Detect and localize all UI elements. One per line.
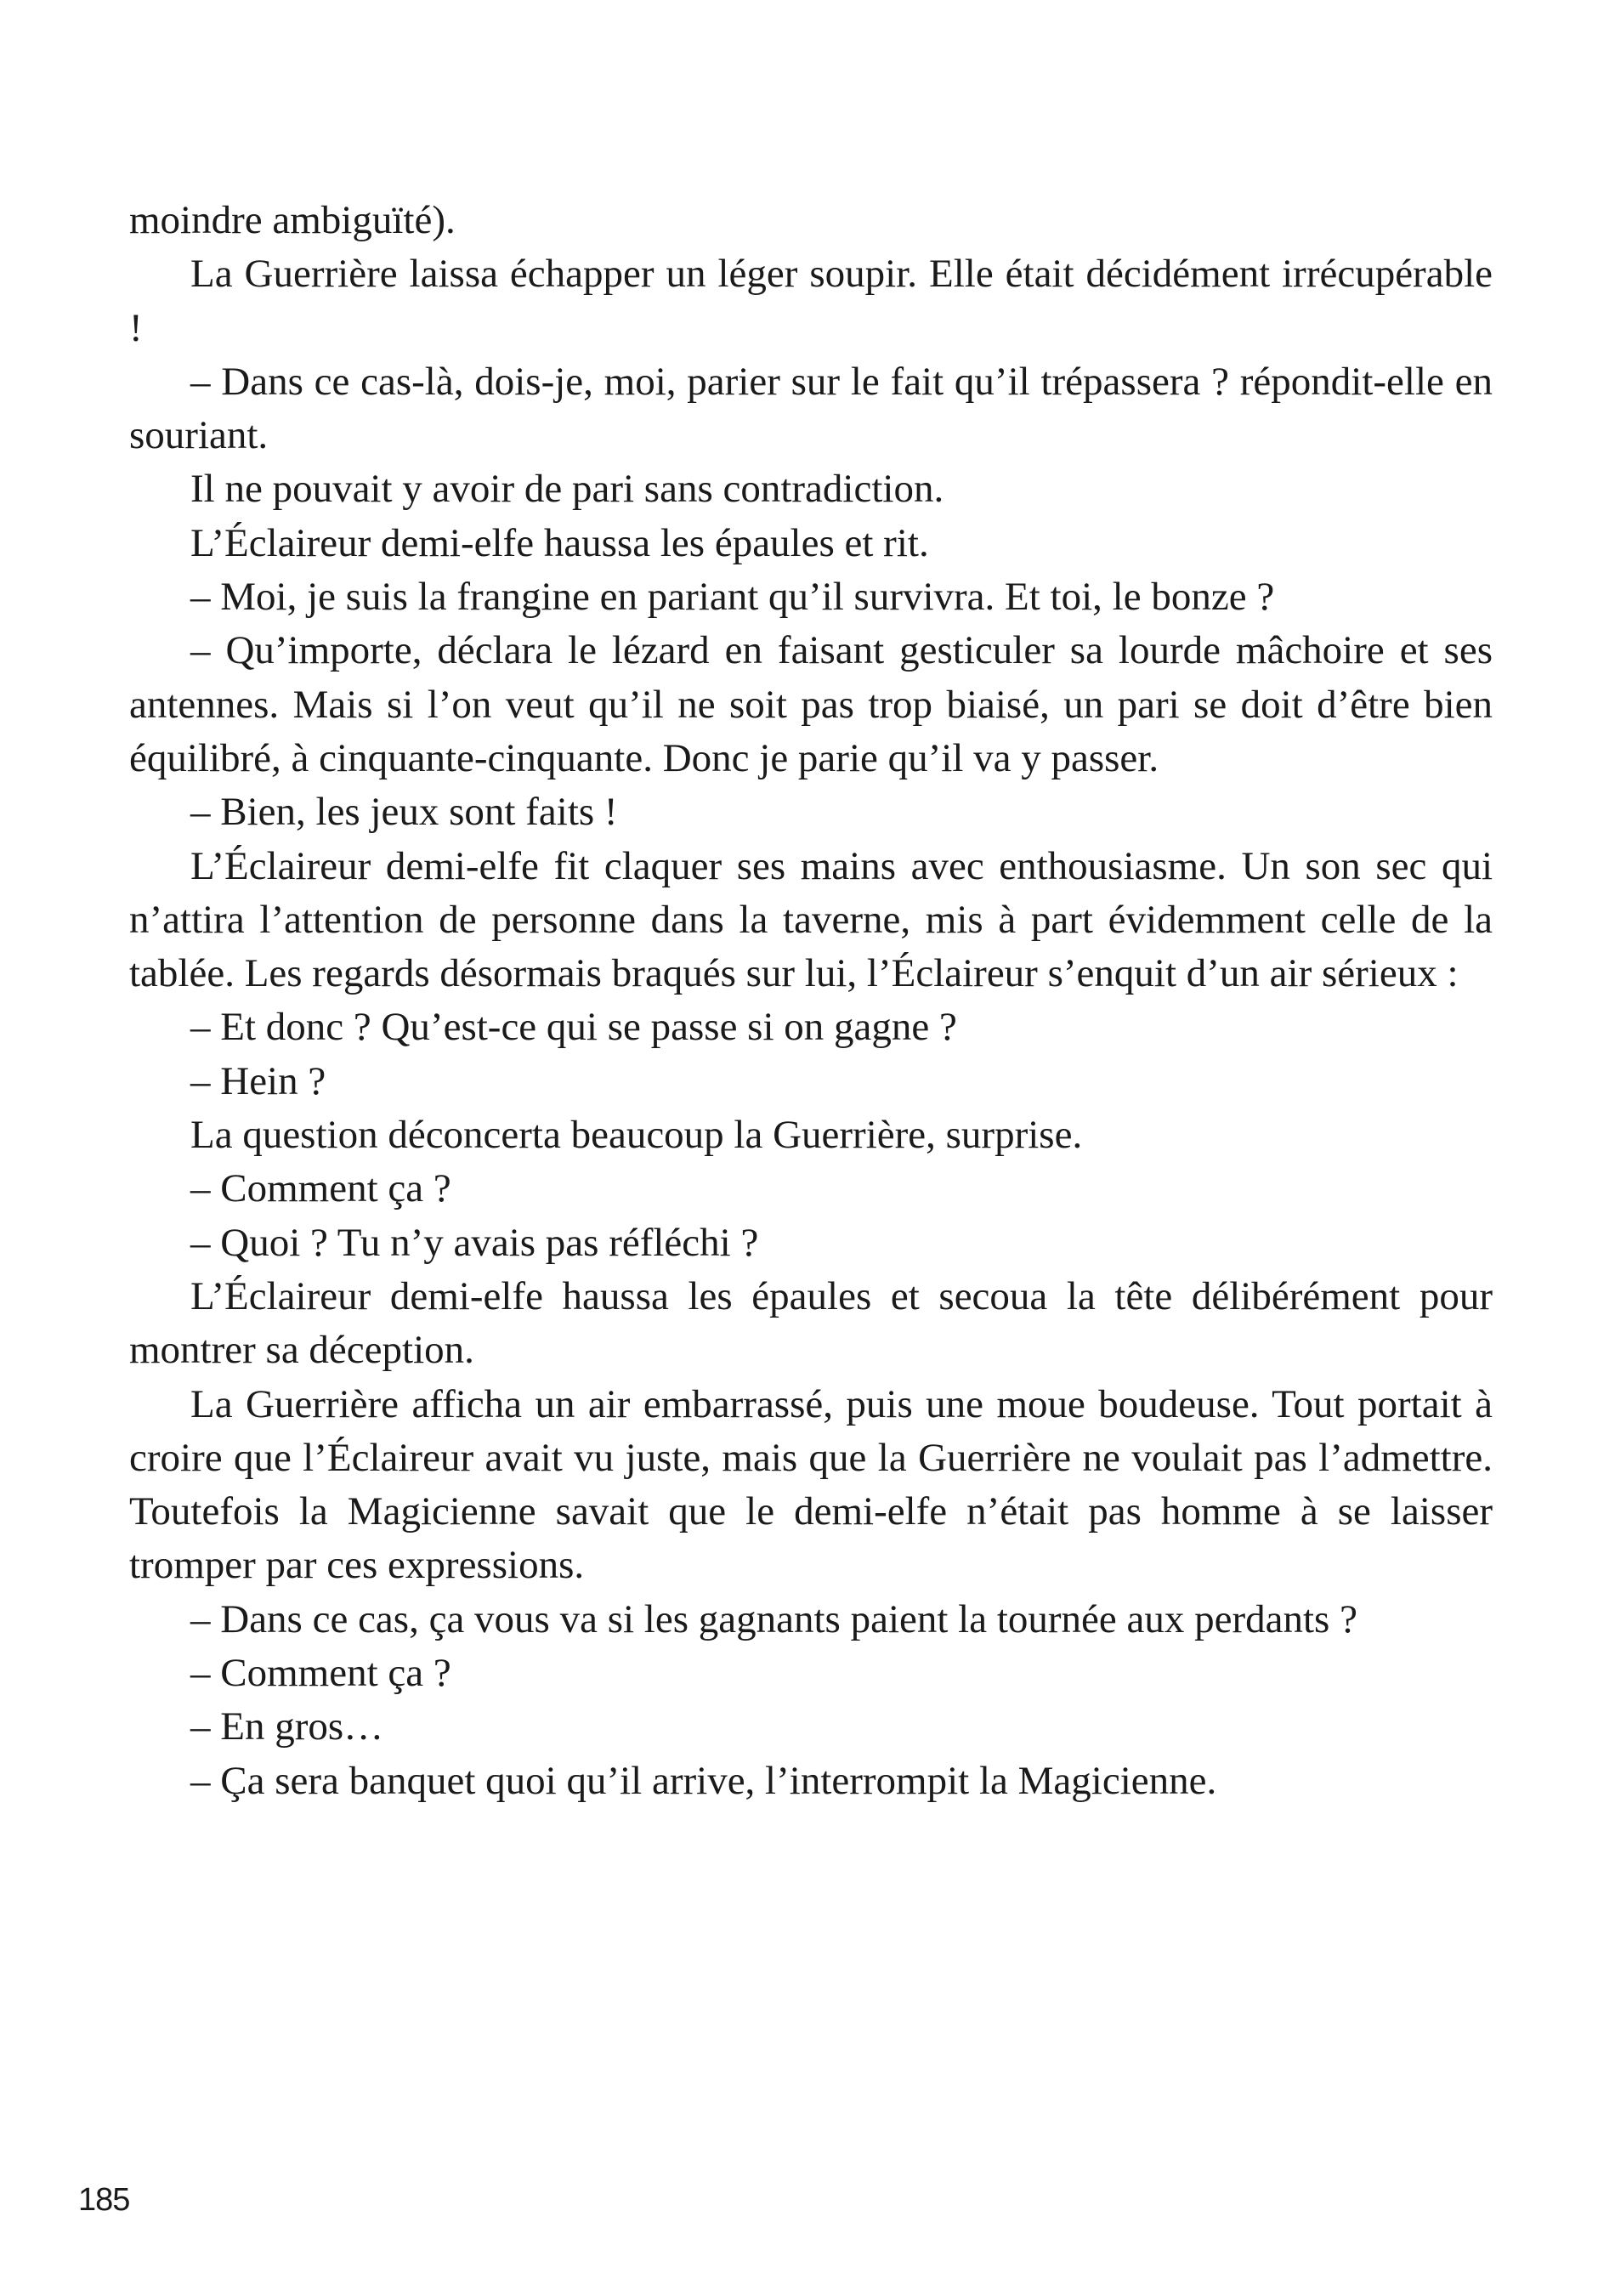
paragraph: La Guerrière laissa échapper un léger soupir. Elle était décidément irrécupérable ! [129, 252, 1493, 350]
paragraph: – Ça sera banquet quoi qu’il arrive, l’interrompit la Magicienne. [190, 1758, 1217, 1803]
page-number: 185 [78, 2182, 130, 2218]
paragraph: – Et donc ? Qu’est-ce qui se passe si on gagne ? [190, 1005, 957, 1050]
paragraph: L’Éclaireur demi-elfe haussa les épaules et rit. [190, 520, 929, 565]
paragraph: L’Éclaireur demi-elfe haussa les épaules et secoua la tête délibérément pour montrer sa déception. [129, 1273, 1493, 1373]
paragraph: – Dans ce cas, ça vous va si les gagnants paient la tournée aux perdants ? [190, 1596, 1357, 1641]
paragraph: – Moi, je suis la frangine en pariant qu’il survivra. Et toi, le bonze ? [190, 575, 1275, 620]
page-body [129, 194, 1493, 1808]
paragraph: – Comment ça ? [190, 1166, 451, 1211]
paragraph: La question déconcerta beaucoup la Guerrière, surprise. [190, 1113, 1083, 1158]
paragraph: – Quoi ? Tu n’y avais pas réfléchi ? [190, 1220, 759, 1265]
paragraph: – Comment ça ? [190, 1651, 451, 1696]
paragraph: – Bien, les jeux sont faits ! [190, 790, 618, 835]
paragraph: Il ne pouvait y avoir de pari sans contradiction. [190, 467, 944, 512]
paragraph: moindre ambiguïté). [129, 198, 456, 242]
paragraph: – Dans ce cas-là, dois-je, moi, parier sur le fait qu’il trépassera ? répondit-elle en souriant. [129, 359, 1493, 458]
paragraph: – En gros… [190, 1704, 384, 1749]
paragraph: – Qu’importe, déclara le lézard en faisant gesticuler sa lourde mâchoire et ses antennes. Mais si l’on veut qu’il ne soit pas trop biaisé, un pari se doit d’être bien équilibré, à cinquante-cinquante. Donc je parie qu’il va y passer. [129, 628, 1493, 780]
paragraph: La Guerrière afficha un air embarrassé, puis une moue boudeuse. Tout portait à croire que l’Éclaireur avait vu juste, mais que la Guerrière ne voulait pas l’admettre. Toutefois la Magicienne savait que le demi-elfe n’était pas homme à se laisser tromper par ces expressions. [129, 1381, 1493, 1588]
paragraph: – Hein ? [190, 1058, 326, 1103]
paragraph: L’Éclaireur demi-elfe fit claquer ses mains avec enthousiasme. Un son sec qui n’attira l’attention de personne dans la taverne, mis à part évidemment celle de la tablée. Les regards désormais braqués sur lui, l’Éclaireur s’enquit d’un air sérieux : [129, 843, 1493, 996]
